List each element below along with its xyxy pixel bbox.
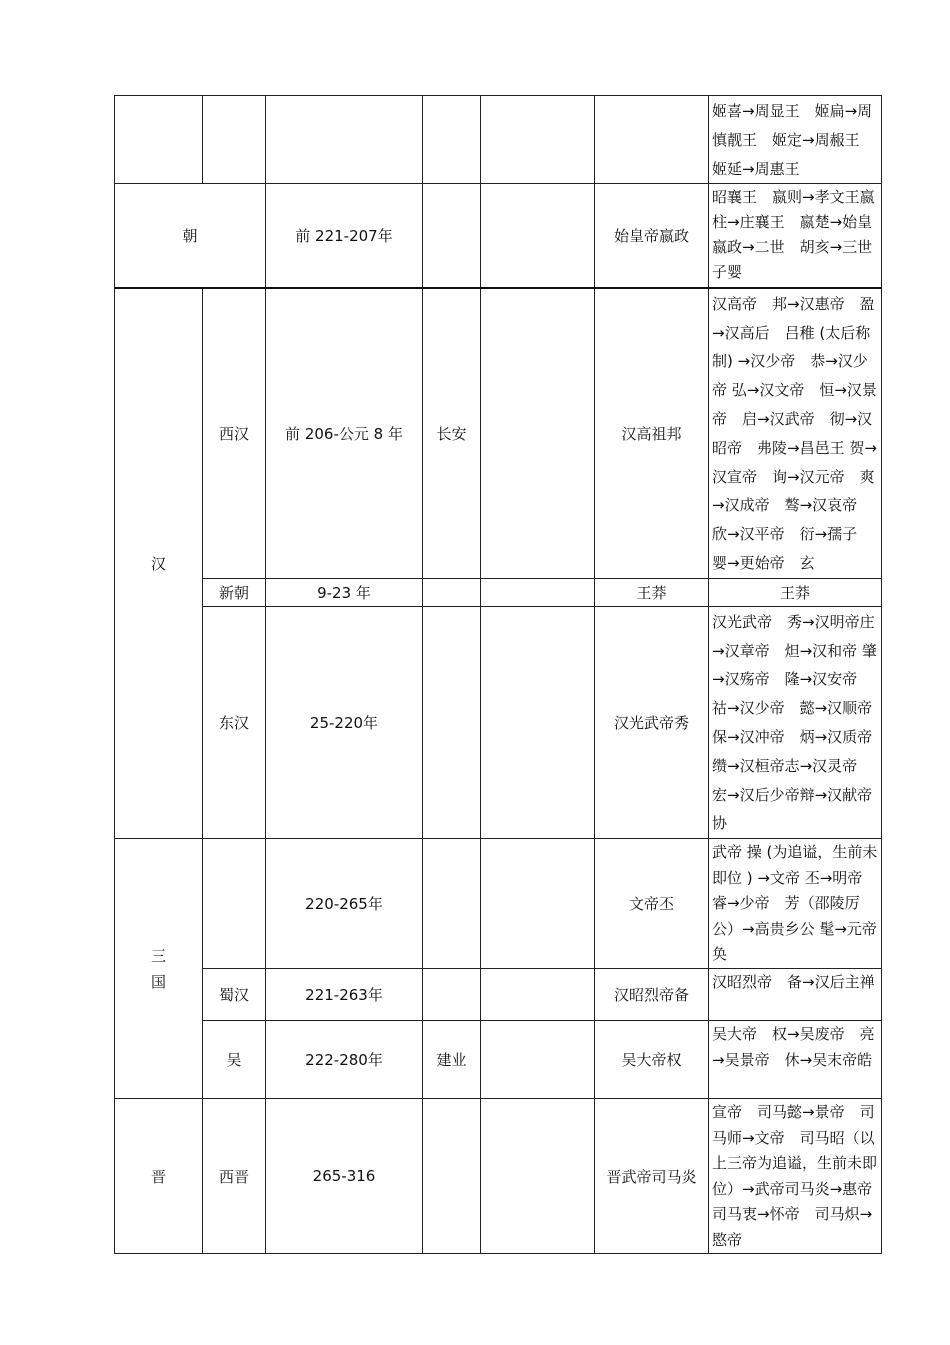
capital-cell (423, 1099, 481, 1254)
branch-cell (203, 96, 266, 184)
emperor-list: 武帝 操 (为追谥，生前未即位 ) →文帝 丕→明帝 睿→少帝 芳（邵陵厉公）→高贵乡公 髦→元帝 奂 (709, 839, 882, 969)
dynasty-cell (115, 839, 203, 1099)
period-cell: 220-265年 (266, 839, 423, 969)
blank-cell (481, 839, 595, 969)
period-cell: 前 206-公元 8 年 (266, 288, 423, 578)
blank-cell (481, 1021, 595, 1099)
emperor-list: 汉高帝 邦→汉惠帝 盈→汉高后 吕稚 (太后称制) →汉少帝 恭→汉少帝 弘→汉文帝 恒→汉景帝 启→汉武帝 彻→汉昭帝 弗陵→昌邑王 贺→汉宣帝 询→汉元帝 爽→汉成帝 骜→汉哀帝 欣→汉平帝 衍→孺子 婴→更始帝 玄 (709, 288, 882, 578)
emperor-list: 汉光武帝 秀→汉明帝庄→汉章帝 炟→汉和帝 肇→汉殇帝 隆→汉安帝 祜→汉少帝 懿→汉顺帝 保→汉冲帝 炳→汉质帝 缵→汉桓帝志→汉灵帝 宏→汉后少帝辩→汉献帝 协 (709, 606, 882, 838)
capital-cell (423, 578, 481, 606)
table-row (115, 969, 882, 1021)
capital-cell (423, 839, 481, 969)
dynasty-char: 国 (150, 972, 166, 991)
founder-cell: 汉高祖邦 (595, 288, 709, 578)
table-row (115, 288, 882, 578)
founder-cell: 王莽 (595, 578, 709, 606)
dynasty-cell: 汉 (115, 288, 203, 839)
branch-cell: 蜀汉 (203, 969, 266, 1021)
emperor-list: 汉昭烈帝 备→汉后主禅 (709, 969, 882, 1021)
capital-cell (423, 969, 481, 1021)
table-row (115, 839, 882, 969)
capital-cell (423, 184, 481, 288)
capital-cell: 建业 (423, 1021, 481, 1099)
branch-cell: 东汉 (203, 606, 266, 838)
branch-cell (203, 839, 266, 969)
founder-cell: 文帝丕 (595, 839, 709, 969)
blank-cell (481, 578, 595, 606)
founder-cell: 汉昭烈帝备 (595, 969, 709, 1021)
table-row (115, 606, 882, 838)
emperor-list: 昭襄王 嬴则→孝文王嬴柱→庄襄王 嬴楚→始皇 嬴政→二世 胡亥→三世 子婴 (709, 184, 882, 288)
dynasty-table (114, 95, 892, 1254)
branch-cell: 新朝 (203, 578, 266, 606)
table-row (115, 96, 882, 184)
period-cell: 265-316 (266, 1099, 423, 1254)
table-row (115, 1021, 882, 1099)
dynasty-cell (115, 96, 203, 184)
capital-cell (423, 96, 481, 184)
blank-cell (481, 606, 595, 838)
dynasty-cell: 晋 (115, 1099, 203, 1254)
period-cell: 9-23 年 (266, 578, 423, 606)
founder-cell: 始皇帝嬴政 (595, 184, 709, 288)
dynasty-cell: 朝 (115, 184, 266, 288)
branch-cell: 西晋 (203, 1099, 266, 1254)
founder-cell: 晋武帝司马炎 (595, 1099, 709, 1254)
capital-cell (423, 606, 481, 838)
dynasty-char: 三 (150, 946, 166, 965)
blank-cell (481, 969, 595, 1021)
table-row (115, 184, 882, 288)
blank-cell (481, 1099, 595, 1254)
table-row (115, 1099, 882, 1254)
period-cell: 221-263年 (266, 969, 423, 1021)
period-cell: 25-220年 (266, 606, 423, 838)
blank-cell (481, 184, 595, 288)
founder-cell: 吴大帝权 (595, 1021, 709, 1099)
period-cell: 222-280年 (266, 1021, 423, 1099)
founder-cell (595, 96, 709, 184)
emperor-list: 姬喜→周显王 姬扁→周慎靓王 姬定→周赧王 姬延→周惠王 (709, 96, 882, 184)
blank-cell (481, 288, 595, 578)
branch-cell: 西汉 (203, 288, 266, 578)
blank-cell (481, 96, 595, 184)
emperor-list: 王莽 (709, 578, 882, 606)
table-row (115, 578, 882, 606)
capital-cell: 长安 (423, 288, 481, 578)
emperor-list: 宣帝 司马懿→景帝 司马师→文帝 司马昭（以上三帝为追谥，生前未即位）→武帝司马炎→惠帝 司马衷→怀帝 司马炽→愍帝 (709, 1099, 882, 1254)
emperor-list: 吴大帝 权→吴废帝 亮→吴景帝 休→吴末帝皓 (709, 1021, 882, 1099)
period-cell (266, 96, 423, 184)
branch-cell: 吴 (203, 1021, 266, 1099)
founder-cell: 汉光武帝秀 (595, 606, 709, 838)
period-cell: 前 221-207年 (266, 184, 423, 288)
